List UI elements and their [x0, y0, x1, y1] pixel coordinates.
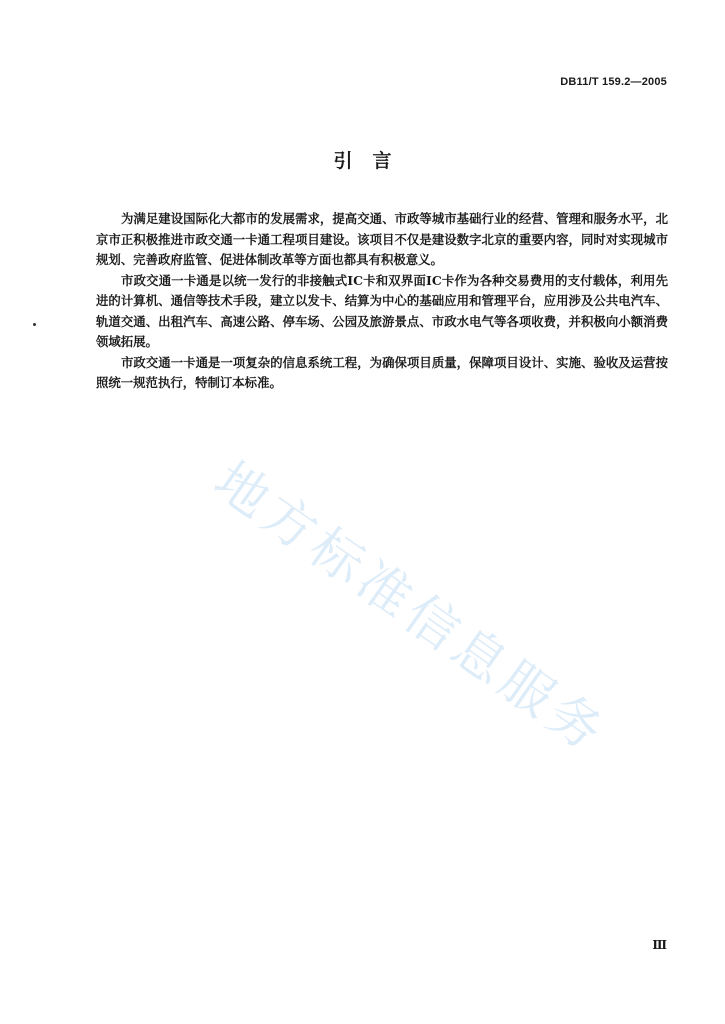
section-title: 引言: [333, 150, 412, 172]
paragraph-1: 为满足建设国际化大都市的发展需求，提高交通、市政等城市基础行业的经营、管理和服务水平，北京市正积极推进市政交通一卡通工程项目建设。该项目不仅是建设数字北京的重要内容，同时对实现城市规划、完善政府监管、促进体制改革等方面也都具有积极意义。: [96, 211, 668, 267]
paragraph-3: 市政交通一卡通是一项复杂的信息系统工程，为确保项目质量，保障项目设计、实施、验收及运营按照统一规范执行，特制订本标准。: [96, 354, 668, 390]
document-code: DB11/T 159.2—2005: [560, 76, 667, 88]
watermark: 地方标准信息服务: [203, 450, 618, 766]
margin-mark: [33, 323, 36, 326]
page-number: Ⅲ: [652, 938, 667, 952]
paragraph-2: 市政交通一卡通是以统一发行的非接触式IC卡和双界面IC卡作为各种交易费用的支付载体，利用先进的计算机、通信等技术手段，建立以发卡、结算为中心的基础应用和管理平台，应用涉及公共电汽车、轨道交通、出租汽车、高速公路、停车场、公园及旅游景点、市政水电气等各项收费，并积极向小额消费领域拓展。: [96, 272, 668, 349]
section-body: [96, 209, 668, 394]
